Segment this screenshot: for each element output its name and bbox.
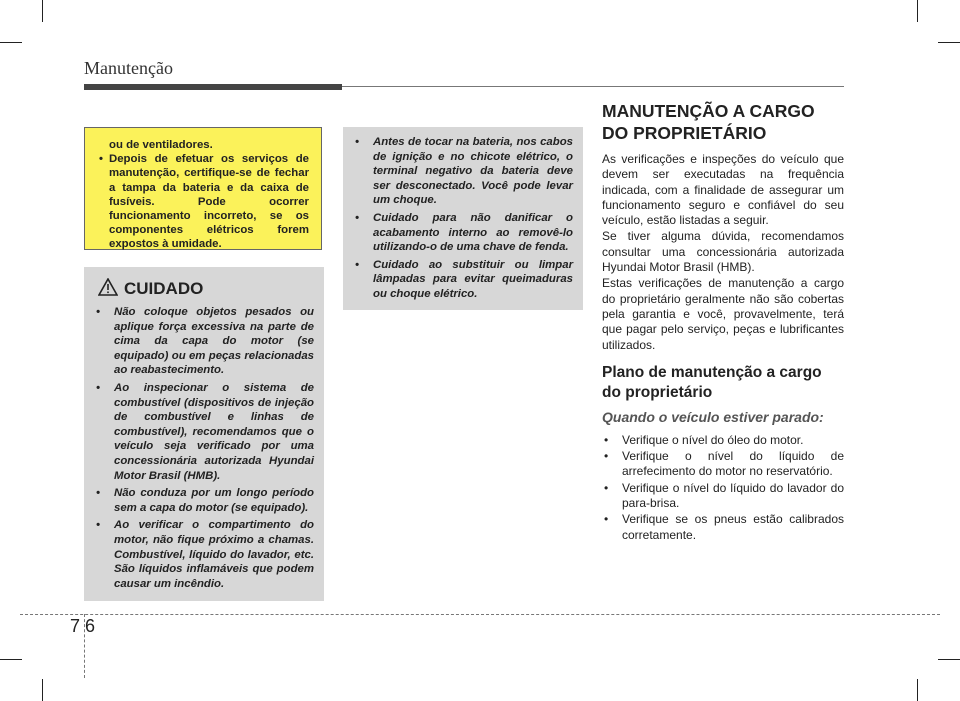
battery-caution-box — [343, 127, 583, 310]
crop-mark — [42, 0, 43, 22]
caution-item: • Não coloque objetos pesados ou aplique força excessiva na parte de cima da capa do motor (se equipado) ou em peças relacionadas ao reabastecimento. — [96, 306, 314, 377]
bullet: • — [99, 153, 103, 166]
warning-box — [84, 127, 322, 250]
caution-box — [84, 267, 324, 601]
section-title: Manutenção — [84, 58, 173, 78]
crop-mark — [0, 659, 22, 660]
owner-maintenance-section — [602, 100, 844, 544]
paragraph: Se tiver alguma dúvida, recomendamos consultar uma concessionária autorizada Hyundai Motor Brasil (HMB). — [602, 229, 844, 275]
caution-title: CUIDADO — [124, 279, 204, 298]
footer-rule — [20, 614, 940, 615]
warning-triangle-icon — [98, 278, 118, 301]
warning-continuation: ou de ventiladores. — [109, 139, 213, 151]
crop-mark — [917, 0, 918, 22]
warning-item-text: Depois de efetuar os serviços de manutenção, certifique-se de fechar a tampa da bateria e da caixa de fusíveis. Pode ocorrer funcionamento incorreto, se os componentes elétricos forem expostos à umidade. — [109, 153, 309, 251]
crop-mark — [938, 659, 960, 660]
paragraph: Estas verificações de manutenção a cargo do proprietário geralmente não são cobertas pela garantia e você, provavelmente, terá que pagar pelo serviço, peças e lubrificantes utilizados. — [602, 276, 844, 352]
battery-item: • Cuidado para não danificar o acabamento interno ao removê-lo utilizando-o de uma chave de fenda. — [355, 211, 573, 254]
paragraph: As verificações e inspeções do veículo que devem ser executadas na frequência indicada, com a finalidade de assegurar um funcionamento seguro e confiável do seu veículo, estão listadas a seguir. — [602, 152, 844, 228]
caution-item: • Não conduza por um longo período sem a capa do motor (se equipado). — [96, 487, 314, 514]
caution-item: • Ao verificar o compartimento do motor, não fique próximo a chamas. Combustível, líquido do lavador, etc. São líquidos inflamáveis que podem causar um incêndio. — [96, 519, 314, 590]
check-item: • Verifique o nível do líquido do lavador do para-brisa. — [604, 480, 844, 511]
check-item: • Verifique o nível do líquido de arrefecimento do motor no reservatório. — [604, 449, 844, 479]
subheading: Plano de manutenção a cargo do proprietário — [602, 363, 822, 401]
check-item: • Verifique se os pneus estão calibrados corretamente. — [604, 512, 844, 542]
caution-item: • Ao inspecionar o sistema de combustível (dispositivos de injeção de combustível e linhas de combustível), recomendamos que o veículo seja verificado por uma concessionária autorizada Hyundai Motor Brasil (HMB). — [96, 381, 314, 482]
section-heading: MANUTENÇÃO A CARGO DO PROPRIETÁRIO — [602, 101, 815, 143]
header-bar — [84, 84, 342, 90]
battery-item: • Antes de tocar na bateria, nos cabos de ignição e no chicote elétrico, o terminal negativo da bateria deve ser desconectado. Você pode levar um choque. — [355, 136, 573, 207]
condition-heading: Quando o veículo estiver parado: — [602, 408, 824, 425]
battery-item: • Cuidado ao substituir ou limpar lâmpadas para evitar queimaduras ou choque elétrico. — [355, 258, 573, 300]
crop-mark — [938, 42, 960, 43]
page-number: 7 6 — [70, 616, 96, 636]
caution-header — [98, 277, 314, 301]
crop-mark — [917, 679, 918, 701]
warning-item — [99, 152, 309, 251]
check-item: • Verifique o nível do óleo do motor. — [604, 432, 804, 447]
crop-mark — [0, 42, 22, 43]
crop-mark — [42, 679, 43, 701]
